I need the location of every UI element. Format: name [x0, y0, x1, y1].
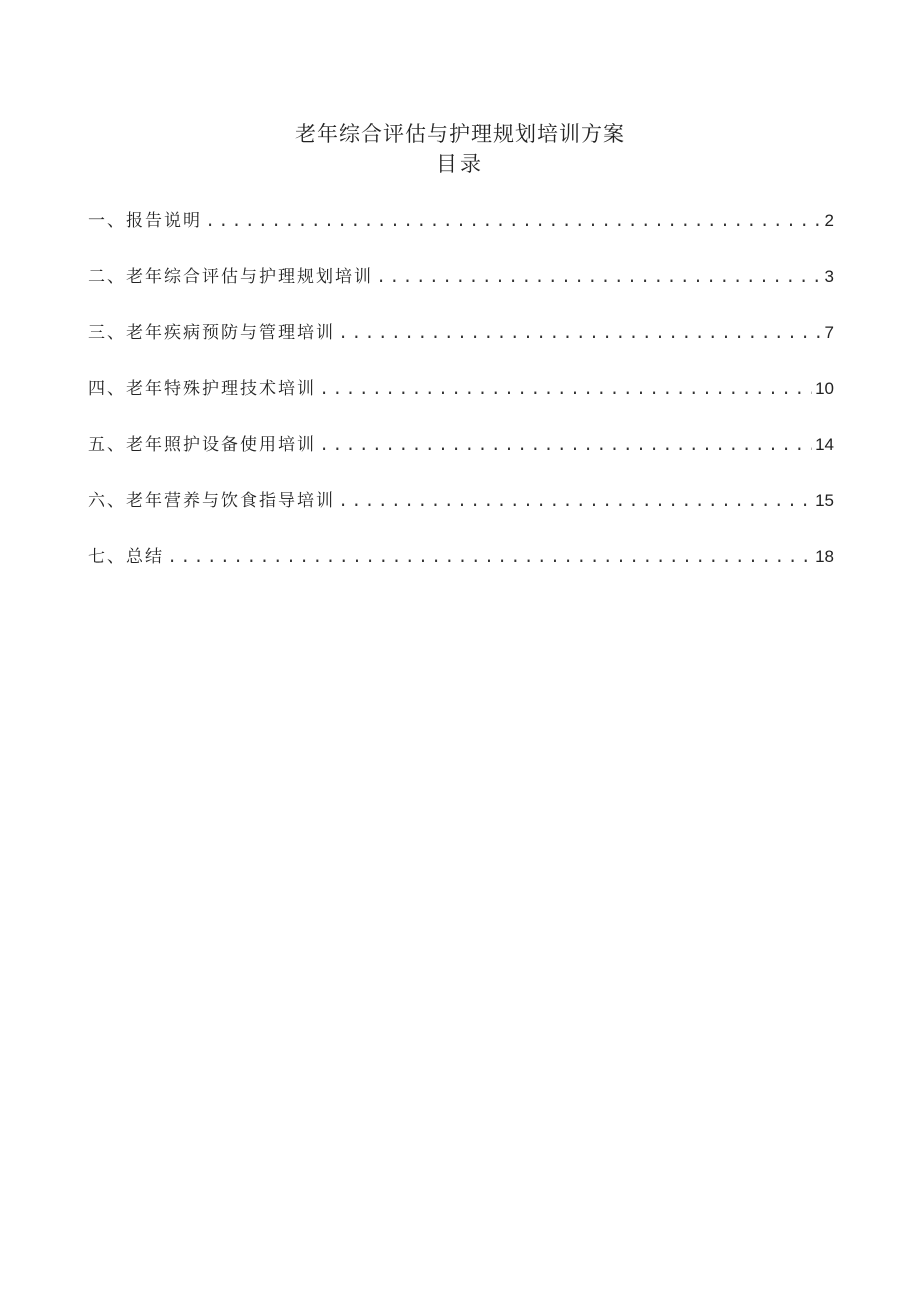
toc-dot-leader [167, 544, 812, 574]
toc-page-number: 15 [815, 491, 834, 510]
toc-entry-label: 五、老年照护设备使用培训 [88, 435, 316, 455]
toc-page-number: 10 [815, 379, 834, 398]
toc-dot-leader [338, 488, 812, 518]
toc-heading: 目录 [436, 152, 484, 176]
toc-entry-report-description[interactable] [88, 206, 834, 262]
toc-entry-summary[interactable] [88, 542, 834, 598]
toc-entry-label: 一、报告说明 [88, 211, 202, 231]
toc-page-number: 3 [824, 267, 834, 286]
toc-entry-assessment-training[interactable] [88, 262, 834, 318]
toc-page-number: 14 [815, 435, 834, 454]
toc-entry-label: 二、老年综合评估与护理规划培训 [88, 267, 373, 287]
toc-dot-leader [376, 264, 822, 294]
toc-page-number: 2 [824, 211, 834, 230]
toc-entry-nutrition-training[interactable] [88, 486, 834, 542]
toc-page-number: 18 [815, 547, 834, 566]
toc-dot-leader [319, 432, 812, 462]
table-of-contents [88, 206, 834, 598]
toc-dot-leader [205, 208, 822, 238]
toc-entry-disease-prevention-training[interactable] [88, 318, 834, 374]
toc-entry-label: 四、老年特殊护理技术培训 [88, 379, 316, 399]
toc-entry-label: 三、老年疾病预防与管理培训 [88, 323, 335, 343]
toc-dot-leader [319, 376, 812, 406]
toc-dot-leader [338, 320, 822, 350]
document-title: 老年综合评估与护理规划培训方案 [295, 122, 625, 146]
toc-entry-label: 六、老年营养与饮食指导培训 [88, 491, 335, 511]
toc-entry-label: 七、总结 [88, 547, 164, 567]
toc-page-number: 7 [824, 323, 834, 342]
toc-entry-care-equipment-training[interactable] [88, 430, 834, 486]
toc-entry-special-nursing-training[interactable] [88, 374, 834, 430]
